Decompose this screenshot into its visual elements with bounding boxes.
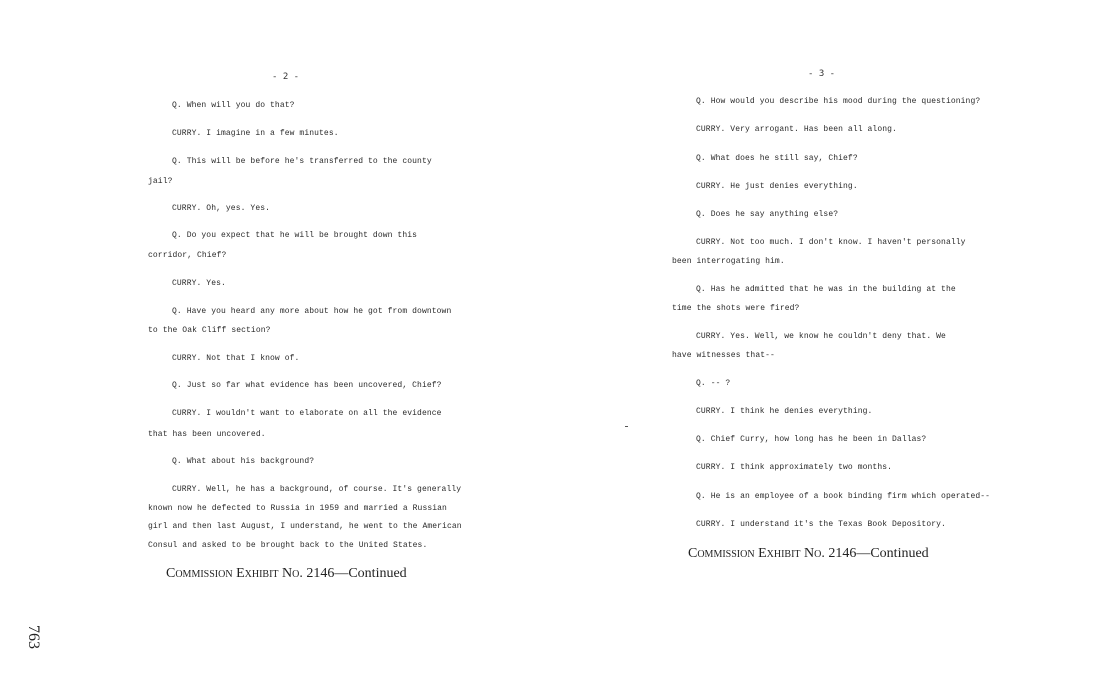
text-line: CURRY. Not that I know of. xyxy=(172,354,300,363)
text-line: known now he defected to Russia in 1959 and married a Russian xyxy=(148,504,447,513)
text-line: Q. When will you do that? xyxy=(172,101,295,110)
text-line: that has been uncovered. xyxy=(148,430,266,439)
text-line: CURRY. I wouldn't want to elaborate on all the evidence xyxy=(172,409,442,418)
caption-number: 2146—Continued xyxy=(302,566,407,581)
text-line: Q. Has he admitted that he was in the building at the xyxy=(696,285,956,294)
exhibit-caption xyxy=(688,546,929,562)
text-line: Q. Just so far what evidence has been uncovered, Chief? xyxy=(172,381,442,390)
text-line: Q. How would you describe his mood during the questioning? xyxy=(696,97,981,106)
text-line: time the shots were fired? xyxy=(672,304,800,313)
caption-small-caps: Commission Exhibit No. xyxy=(166,566,303,581)
text-line: been interrogating him. xyxy=(672,257,785,266)
text-line: Q. This will be before he's transferred to the county xyxy=(172,157,432,166)
page-number: - 2 - xyxy=(272,72,300,82)
text-line: Consul and asked to be brought back to the United States. xyxy=(148,541,428,550)
text-line: CURRY. Not too much. I don't know. I haven't personally xyxy=(696,238,966,247)
text-line: Q. What does he still say, Chief? xyxy=(696,154,858,163)
margin-page-number: 763 xyxy=(25,625,42,649)
text-line: CURRY. I imagine in a few minutes. xyxy=(172,129,339,138)
text-line: jail? xyxy=(148,177,173,186)
right-page xyxy=(560,0,1094,691)
text-line: CURRY. Very arrogant. Has been all along. xyxy=(696,125,897,134)
text-line: have witnesses that-- xyxy=(672,351,775,360)
text-line: Q. Does he say anything else? xyxy=(696,210,839,219)
text-line: CURRY. Well, he has a background, of course. It's generally xyxy=(172,485,462,494)
text-line: CURRY. Yes. Well, we know he couldn't deny that. We xyxy=(696,332,946,341)
text-line: Q. Chief Curry, how long has he been in Dallas? xyxy=(696,435,927,444)
text-line: CURRY. I understand it's the Texas Book Depository. xyxy=(696,520,946,529)
text-line: CURRY. He just denies everything. xyxy=(696,182,858,191)
text-line: to the Oak Cliff section? xyxy=(148,326,271,335)
text-line: Q. Have you heard any more about how he got from downtown xyxy=(172,307,452,316)
caption-number: 2146—Continued xyxy=(824,546,929,561)
text-line: Q. -- ? xyxy=(696,379,731,388)
text-line: girl and then last August, I understand, he went to the American xyxy=(148,522,462,531)
text-line: Q. What about his background? xyxy=(172,457,315,466)
text-line: CURRY. Yes. xyxy=(172,279,226,288)
caption-small-caps: Commission Exhibit No. xyxy=(688,546,825,561)
text-line: Q. Do you expect that he will be brought down this xyxy=(172,231,418,240)
page-number: - 3 - xyxy=(808,69,836,79)
exhibit-caption xyxy=(166,566,407,582)
text-line: CURRY. Oh, yes. Yes. xyxy=(172,204,271,213)
text-line: CURRY. I think he denies everything. xyxy=(696,407,873,416)
text-line: Q. He is an employee of a book binding firm which operated-- xyxy=(696,492,991,501)
text-line: CURRY. I think approximately two months. xyxy=(696,463,893,472)
text-line: corridor, Chief? xyxy=(148,251,227,260)
